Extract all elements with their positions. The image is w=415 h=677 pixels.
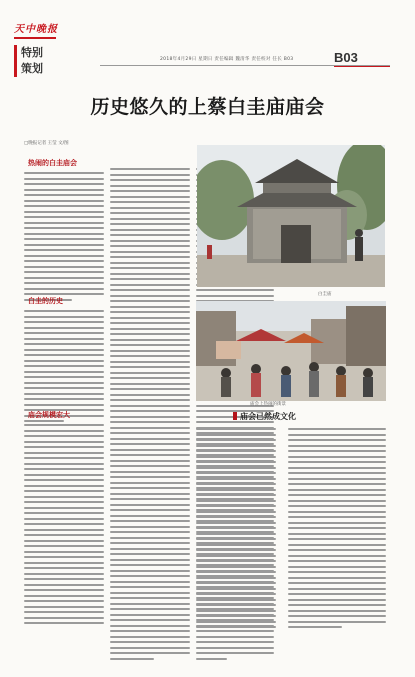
column-5 xyxy=(288,428,386,632)
street-photo xyxy=(196,301,386,401)
temple-photo-caption: 白圭庙 xyxy=(318,292,332,297)
subhead-temple-fair: 热闹的白圭庙会 xyxy=(28,159,77,167)
street-photo-caption: 庙会上热闹的街景 xyxy=(250,402,286,407)
section-label-line2: 策划 xyxy=(21,62,43,75)
brand-underline xyxy=(14,37,56,39)
subhead-culture: 庙会已然成文化 xyxy=(240,412,296,421)
section-label xyxy=(14,45,74,77)
section-label-line1: 特别 xyxy=(21,46,43,59)
byline: □晚报记者 王莹 文/图 xyxy=(24,141,69,146)
column-2 xyxy=(110,168,190,663)
subhead-scale: 庙会规模宏大 xyxy=(28,411,70,419)
column-1b xyxy=(24,310,104,426)
header-rule xyxy=(100,65,390,66)
headline: 历史悠久的上蔡白圭庙庙会 xyxy=(90,96,325,118)
page-number-box xyxy=(334,50,390,64)
page-number: B03 xyxy=(334,50,358,65)
issue-info: 2018年4月29日 星期日 责任编辑 魏清华 责任校对 任长 B03 xyxy=(160,57,294,62)
masthead xyxy=(14,20,74,77)
brand-logo: 天中晚报 xyxy=(14,24,58,35)
column-1a xyxy=(24,172,104,304)
temple-photo xyxy=(197,145,385,287)
subhead-history: 白圭的历史 xyxy=(28,297,63,305)
column-1c xyxy=(24,424,104,628)
column-4 xyxy=(196,428,276,632)
